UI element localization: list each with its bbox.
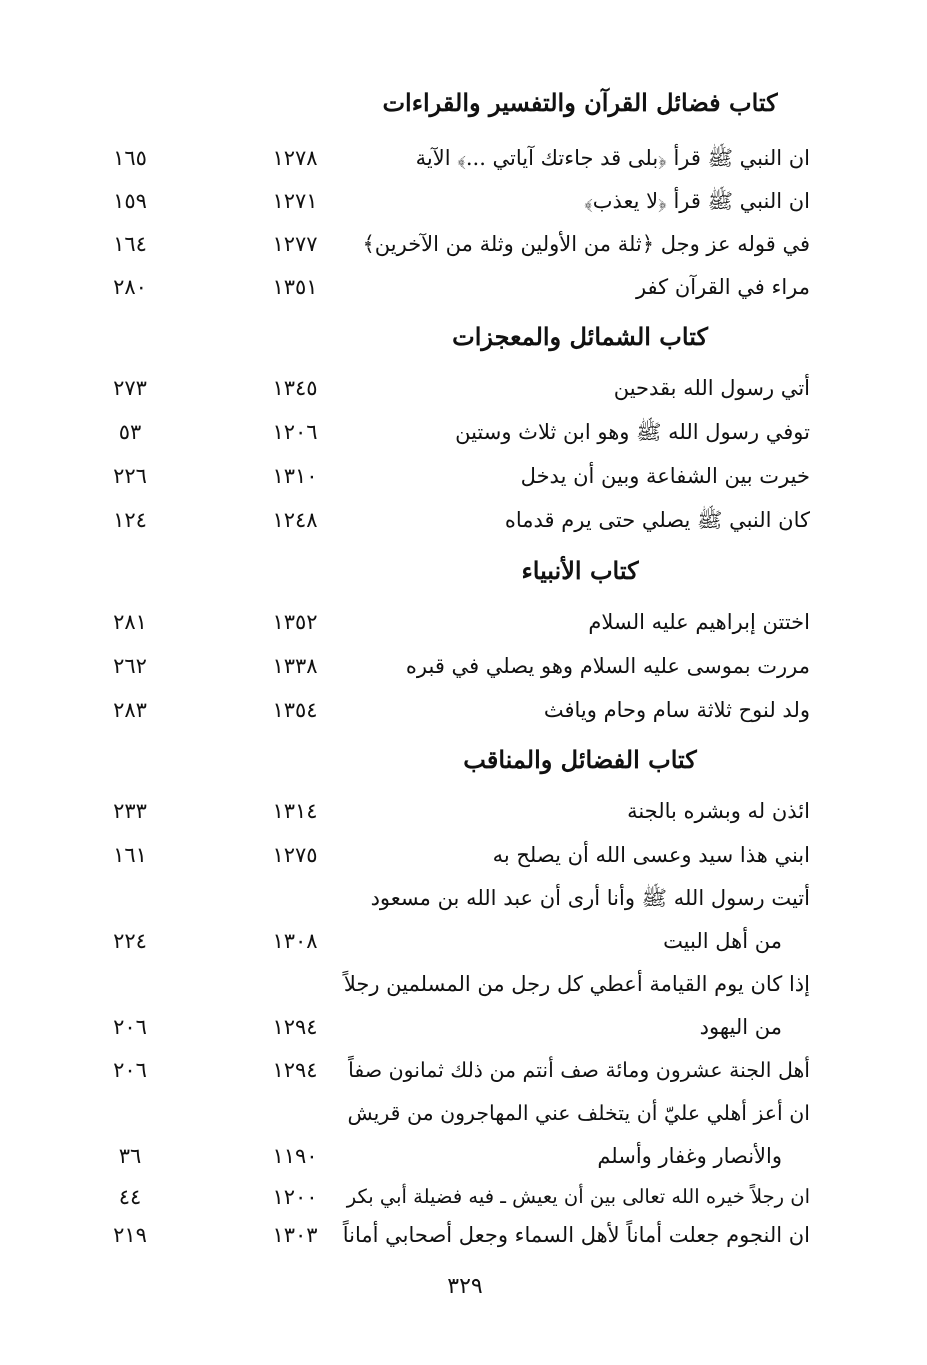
entry-text: أتيت رسول الله ﷺ وأنا أرى أن عبد الله بن مسعود xyxy=(370,886,810,910)
index-entry xyxy=(90,180,830,224)
entry-hadith-number: ١٣١٤ xyxy=(272,799,318,823)
entry-page-number: ٢٧٣ xyxy=(113,376,147,400)
entry-text: ان النجوم جعلت أماناً لأهل السماء وجعل أصحابي أماناً xyxy=(342,1223,810,1247)
index-entry xyxy=(90,223,830,267)
entry-page-number: ٥٣ xyxy=(118,420,142,444)
entry-hadith-number: ١٢٧٨ xyxy=(272,146,318,170)
index-entry-continuation xyxy=(90,1135,830,1179)
section-title: كتاب الشمائل والمعجزات xyxy=(452,322,708,351)
entry-hadith-number: ١٣٠٣ xyxy=(272,1223,318,1247)
entry-text: من أهل البيت xyxy=(663,929,782,953)
entry-page-number: ٢٢٦ xyxy=(113,464,147,488)
entry-text: ان أعز أهلي عليّ أن يتخلف عني المهاجرون من قريش xyxy=(347,1101,810,1125)
index-entry xyxy=(90,790,830,834)
entry-page-number: ٢٣٣ xyxy=(113,799,147,823)
entry-page-number: ٢١٩ xyxy=(113,1223,147,1247)
entry-page-number: ٢٨٠ xyxy=(113,275,147,299)
entry-hadith-number: ١٢٧١ xyxy=(272,189,318,213)
index-entry xyxy=(90,137,830,181)
section-title: كتاب الأنبياء xyxy=(521,556,639,585)
entry-page-number: ١٦١ xyxy=(113,843,147,867)
entry-page-number: ٢٠٦ xyxy=(113,1058,147,1082)
entry-text: ابني هذا سيد وعسى الله أن يصلح به xyxy=(492,843,810,867)
index-entry xyxy=(90,411,830,455)
entry-text: في قوله عز وجل ﴿ثلة من الأولين وثلة من الآخرين﴾ xyxy=(362,232,810,256)
entry-page-number: ٢٢٤ xyxy=(113,929,147,953)
index-entry xyxy=(90,601,830,645)
section-title: كتاب فضائل القرآن والتفسير والقراءات xyxy=(382,88,778,117)
index-entry xyxy=(90,455,830,499)
entry-hadith-number: ١٣٠٨ xyxy=(272,929,318,953)
entry-page-number: ٢٨١ xyxy=(113,610,147,634)
entry-page-number: ١٦٤ xyxy=(113,232,147,256)
page-number: ٣٢٩ xyxy=(447,1274,483,1299)
index-entry-continuation xyxy=(90,920,830,964)
entry-text: ان النبي ﷺ قرأ ﴿لا يعذب﴾ xyxy=(584,189,810,213)
entry-text: مراء في القرآن كفر xyxy=(635,275,810,299)
entry-hadith-number: ١٢٩٤ xyxy=(272,1015,318,1039)
entry-text: مررت بموسى عليه السلام وهو يصلي في قبره xyxy=(405,654,810,678)
entry-text: اختتن إبراهيم عليه السلام xyxy=(588,610,810,634)
entry-hadith-number: ١٣١٠ xyxy=(272,464,318,488)
entry-text: ان النبي ﷺ قرأ ﴿بلى قد جاءتك آياتي ...﴾ الآية xyxy=(415,146,810,170)
index-entry xyxy=(90,499,830,543)
entry-hadith-number: ١٢٠٦ xyxy=(272,420,318,444)
entry-page-number: ١٦٥ xyxy=(113,146,147,170)
entry-hadith-number: ١٣٣٨ xyxy=(272,654,318,678)
entry-text: خيرت بين الشفاعة وبين أن يدخل xyxy=(520,464,810,488)
entry-page-number: ٤٤ xyxy=(118,1185,142,1209)
index-entry xyxy=(90,266,830,310)
index-entry xyxy=(90,689,830,733)
entry-text: من اليهود xyxy=(699,1015,782,1039)
index-entry xyxy=(90,877,830,921)
entry-hadith-number: ١١٩٠ xyxy=(272,1144,318,1168)
entry-hadith-number: ١٢٧٥ xyxy=(272,843,318,867)
entry-hadith-number: ١٢٧٧ xyxy=(272,232,318,256)
entry-text: إذا كان يوم القيامة أعطي كل رجل من المسلمين رجلاً xyxy=(343,972,810,996)
entry-text: توفي رسول الله ﷺ وهو ابن ثلاث وستين xyxy=(455,420,810,444)
entry-page-number: ٣٦ xyxy=(118,1144,142,1168)
index-entry xyxy=(90,834,830,878)
entry-hadith-number: ١٢٠٠ xyxy=(272,1185,318,1209)
entry-hadith-number: ١٣٥٤ xyxy=(272,698,318,722)
index-entry xyxy=(90,963,830,1007)
entry-page-number: ٢٦٢ xyxy=(113,654,147,678)
entry-text: أهل الجنة عشرون ومائة صف أنتم من ذلك ثمانون صفاً xyxy=(348,1058,810,1082)
entry-page-number: ١٥٩ xyxy=(113,189,147,213)
entry-page-number: ٢٨٣ xyxy=(113,698,147,722)
entry-hadith-number: ١٢٤٨ xyxy=(272,508,318,532)
entry-hadith-number: ١٢٩٤ xyxy=(272,1058,318,1082)
index-entry xyxy=(90,1092,830,1136)
entry-text: ائذن له وبشره بالجنة xyxy=(627,799,810,823)
index-entry xyxy=(90,1214,830,1258)
entry-hadith-number: ١٣٤٥ xyxy=(272,376,318,400)
entry-text: كان النبي ﷺ يصلي حتى يرم قدماه xyxy=(504,508,810,532)
section-title: كتاب الفضائل والمناقب xyxy=(463,745,697,774)
entry-text: ان رجلاً خيره الله تعالى بين أن يعيش ـ فيه فضيلة أبي بكر xyxy=(346,1185,810,1208)
entry-text: أتي رسول الله بقدحين xyxy=(613,376,810,400)
index-entry xyxy=(90,645,830,689)
entry-page-number: ٢٠٦ xyxy=(113,1015,147,1039)
entry-text: والأنصار وغفار وأسلم xyxy=(597,1144,782,1168)
entry-text: ولد لنوح ثلاثة سام وحام ويافث xyxy=(543,698,810,722)
entry-page-number: ١٢٤ xyxy=(113,508,147,532)
index-entry xyxy=(90,367,830,411)
index-entry xyxy=(90,1049,830,1093)
index-entry-continuation xyxy=(90,1006,830,1050)
entry-hadith-number: ١٣٥١ xyxy=(272,275,318,299)
entry-hadith-number: ١٣٥٢ xyxy=(272,610,318,634)
